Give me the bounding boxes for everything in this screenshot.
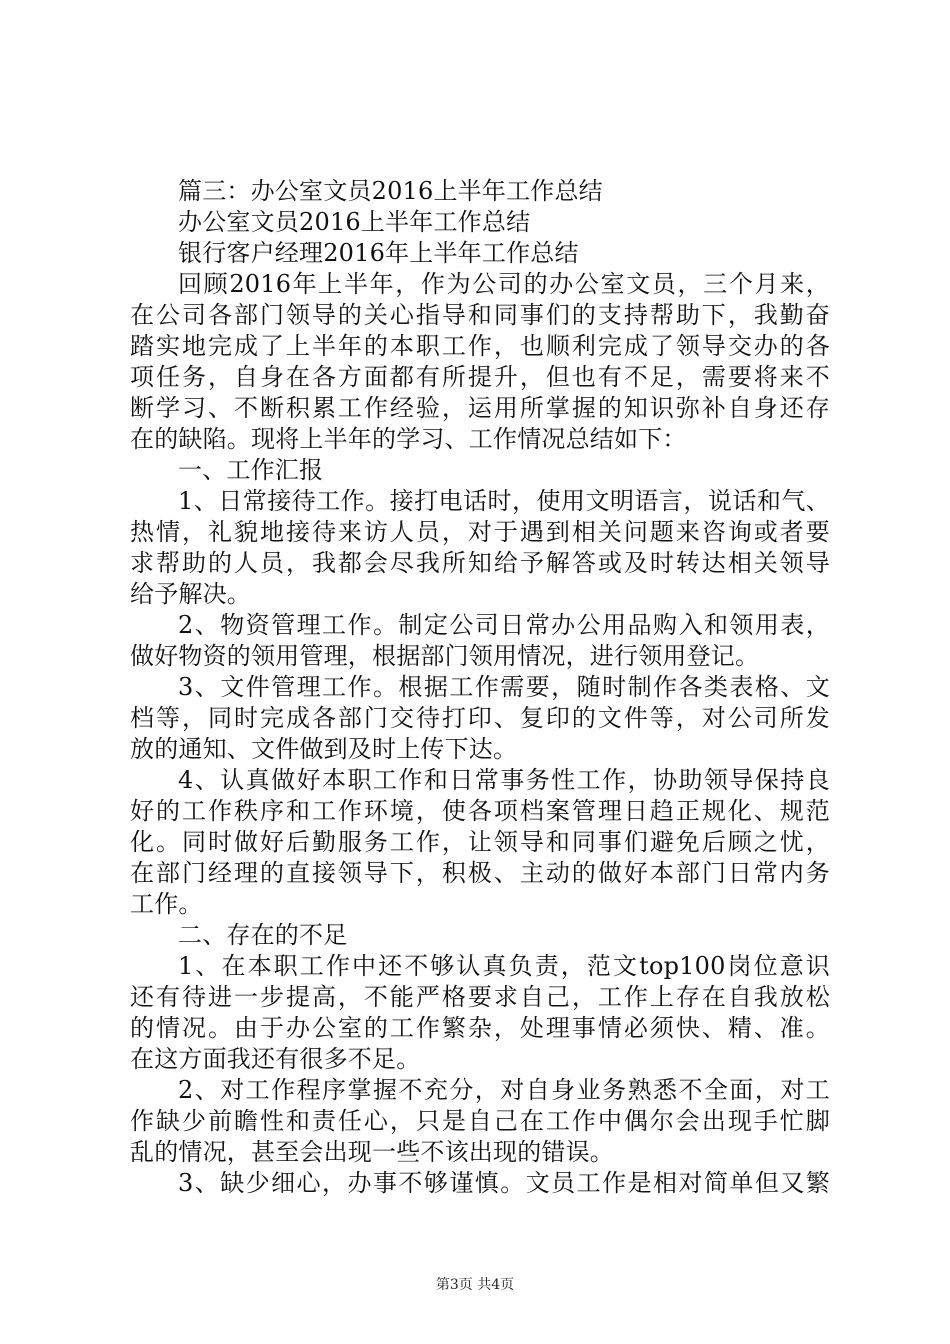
text-line: 1、日常接待工作。接打电话时，使用文明语言，说话和气、	[178, 487, 830, 515]
text-line: 银行客户经理2016年上半年工作总结	[178, 239, 579, 267]
text-line: 档等，同时完成各部门交待打印、复印的文件等，对公司所发	[130, 704, 830, 732]
text-line: 还有待进一步提高，不能严格要求自己，工作上存在自我放松	[130, 983, 830, 1011]
text-line: 在的缺陷。现将上半年的学习、工作情况总结如下：	[130, 425, 687, 453]
text-line: 踏实地完成了上半年的本职工作，也顺利完成了领导交办的各	[130, 332, 830, 360]
text-line: 篇三：办公室文员2016上半年工作总结	[178, 177, 603, 205]
text-line: 回顾2016年上半年，作为公司的办公室文员，三个月来，	[178, 270, 830, 298]
text-line: 给予解决。	[130, 580, 251, 608]
text-line: 工作。	[130, 890, 203, 918]
text-line: 好的工作秩序和工作环境，使各项档案管理日趋正规化、规范	[130, 797, 830, 825]
text-line: 项任务，自身在各方面都有所提升，但也有不足，需要将来不	[130, 363, 830, 391]
text-line: 4、认真做好本职工作和日常事务性工作，协助领导保持良	[178, 766, 830, 794]
text-line: 断学习、不断积累工作经验，运用所掌握的知识弥补自身还存	[130, 394, 830, 422]
text-line: 乱的情况，甚至会出现一些不该出现的错误。	[130, 1138, 614, 1166]
text-line: 作缺少前瞻性和责任心，只是自己在工作中偶尔会出现手忙脚	[130, 1107, 830, 1135]
text-line: 1、在本职工作中还不够认真负责，范文top100岗位意识	[178, 952, 830, 980]
text-line: 热情，礼貌地接待来访人员，对于遇到相关问题来咨询或者要	[130, 518, 830, 546]
text-line: 化。同时做好后勤服务工作，让领导和同事们避免后顾之忧，	[130, 828, 830, 856]
text-line: 2、物资管理工作。制定公司日常办公用品购入和领用表，	[178, 611, 830, 639]
page-footer: 第3页 共4页	[435, 1277, 515, 1293]
text-line: 2、对工作程序掌握不充分，对自身业务熟悉不全面，对工	[178, 1076, 830, 1104]
document-body	[130, 176, 830, 1199]
text-line: 放的通知、文件做到及时上传下达。	[130, 735, 518, 763]
text-line: 在这方面我还有很多不足。	[130, 1045, 421, 1073]
text-line: 办公室文员2016上半年工作总结	[178, 208, 531, 236]
text-line: 3、缺少细心，办事不够谨慎。文员工作是相对简单但又繁	[178, 1169, 830, 1197]
text-line: 做好物资的领用管理，根据部门领用情况，进行领用登记。	[130, 642, 760, 670]
text-line: 二、存在的不足	[178, 921, 348, 949]
text-line: 在公司各部门领导的关心指导和同事们的支持帮助下，我勤奋	[130, 301, 830, 329]
text-line: 一、工作汇报	[178, 456, 324, 484]
text-line: 求帮助的人员，我都会尽我所知给予解答或及时转达相关领导	[130, 549, 830, 577]
text-line: 在部门经理的直接领导下，积极、主动的做好本部门日常内务	[130, 859, 830, 887]
text-line: 3、文件管理工作。根据工作需要，随时制作各类表格、文	[178, 673, 830, 701]
text-line: 的情况。由于办公室的工作繁杂，处理事情必须快、精、准。	[130, 1014, 830, 1042]
